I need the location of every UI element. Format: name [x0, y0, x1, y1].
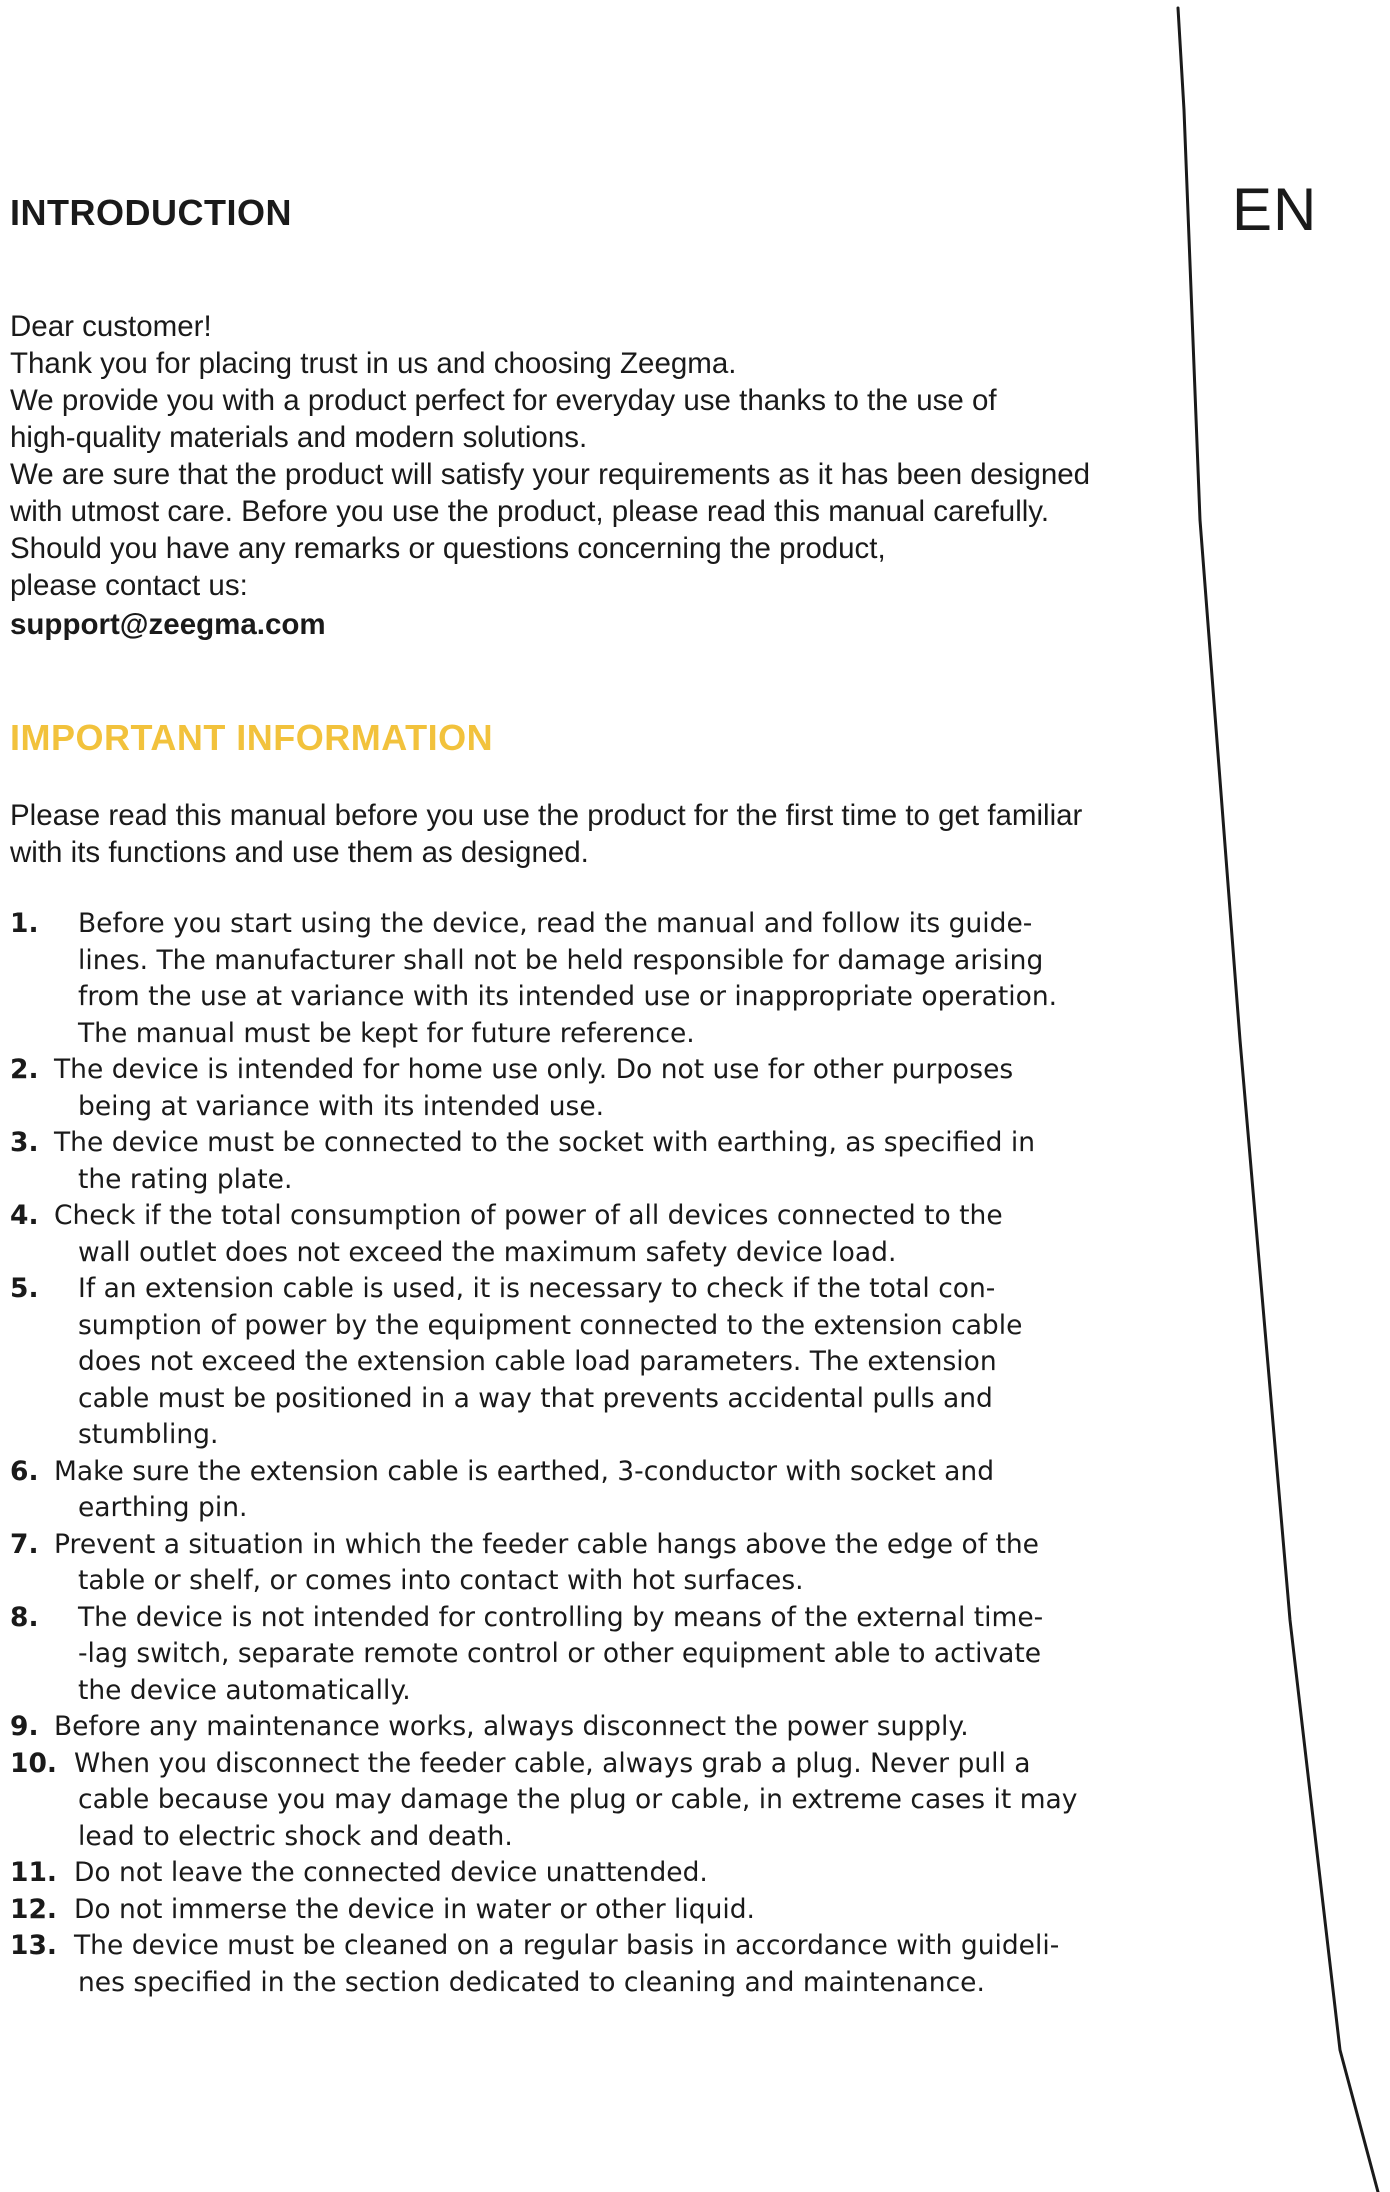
support-email: support@zeegma.com	[10, 608, 326, 641]
safety-rule-text: The device must be connected to the socket with earthing, as specified in	[54, 1127, 1036, 1158]
safety-rule-text: The manual must be kept for future reference.	[78, 1017, 695, 1049]
safety-rule-item	[10, 1198, 1180, 1271]
safety-rule-number: 5.	[10, 1273, 39, 1304]
safety-rule-text: Prevent a situation in which the feeder cable hangs above the edge of the	[54, 1528, 1039, 1560]
safety-rule-item	[10, 1746, 1180, 1856]
safety-rule-item	[10, 1709, 1180, 1746]
safety-rule-item	[10, 1125, 1180, 1198]
safety-rule-item	[10, 1271, 1180, 1454]
introduction-heading: INTRODUCTION	[10, 192, 292, 233]
introduction-body	[10, 308, 1180, 643]
safety-rule-item	[10, 906, 1180, 1052]
intro-line: please contact us:	[10, 569, 248, 602]
intro-line: Dear customer!	[10, 310, 212, 343]
safety-rule-text: Do not immerse the device in water or other liquid.	[74, 1893, 755, 1925]
safety-rule-text: the device automatically.	[78, 1674, 411, 1706]
language-tag: EN	[1232, 176, 1318, 243]
safety-rule-item	[10, 1454, 1180, 1527]
safety-rule-number: 9.	[10, 1711, 39, 1742]
safety-rule-text: The device is intended for home use only. Do not use for other purposes	[54, 1054, 1014, 1085]
safety-rule-item	[10, 1928, 1180, 2001]
safety-rule-text: Check if the total consumption of power of all devices connected to the	[54, 1200, 1003, 1231]
safety-rule-text: wall outlet does not exceed the maximum safety device load.	[78, 1236, 897, 1268]
safety-rule-text: does not exceed the extension cable load parameters. The extension	[78, 1346, 997, 1377]
safety-rule-number: 3.	[10, 1127, 39, 1158]
safety-rule-number: 8.	[10, 1601, 39, 1633]
intro-line: Should you have any remarks or questions concerning the product,	[10, 532, 886, 565]
safety-rule-text: lines. The manufacturer shall not be held responsible for damage arising	[78, 944, 1044, 976]
intro-line: We are sure that the product will satisfy your requirements as it has been designed	[10, 458, 1091, 491]
safety-rule-text: stumbling.	[78, 1419, 219, 1450]
safety-rule-text: nes specified in the section dedicated to cleaning and maintenance.	[78, 1966, 985, 1998]
safety-rule-item	[10, 1052, 1180, 1125]
intro-line: with utmost care. Before you use the product, please read this manual carefully.	[10, 495, 1050, 528]
safety-rule-number: 10.	[10, 1747, 57, 1779]
important-information-heading: IMPORTANT INFORMATION	[10, 717, 494, 758]
safety-rule-number: 2.	[10, 1054, 39, 1085]
safety-rule-number: 4.	[10, 1200, 39, 1231]
safety-rule-item	[10, 1892, 1180, 1929]
safety-rule-number: 11.	[10, 1857, 57, 1888]
intro-line: We provide you with a product perfect for everyday use thanks to the use of	[10, 384, 997, 417]
important-intro-line: with its functions and use them as designed.	[10, 836, 589, 869]
safety-rule-text: sumption of power by the equipment connected to the extension cable	[78, 1309, 1023, 1341]
safety-rules-list	[10, 906, 1180, 2001]
safety-rule-text: cable because you may damage the plug or cable, in extreme cases it may	[78, 1784, 1078, 1815]
safety-rule-text: lead to electric shock and death.	[78, 1820, 513, 1852]
safety-rule-number: 12.	[10, 1893, 57, 1925]
safety-rule-text: Before any maintenance works, always disconnect the power supply.	[54, 1711, 969, 1742]
important-intro	[10, 797, 1180, 871]
safety-rule-text: The device must be cleaned on a regular basis in accordance with guideli-	[74, 1930, 1060, 1961]
safety-rule-number: 13.	[10, 1930, 57, 1961]
safety-rule-number: 1.	[10, 908, 39, 939]
safety-rule-text: cable must be positioned in a way that prevents accidental pulls and	[78, 1382, 993, 1414]
intro-line: high-quality materials and modern solutions.	[10, 421, 588, 454]
intro-line: Thank you for placing trust in us and choosing Zeegma.	[10, 347, 737, 380]
safety-rule-text: When you disconnect the feeder cable, always grab a plug. Never pull a	[74, 1747, 1031, 1779]
safety-rule-text: being at variance with its intended use.	[78, 1090, 605, 1122]
safety-rule-text: earthing pin.	[78, 1492, 248, 1523]
safety-rule-text: from the use at variance with its intended use or inappropriate operation.	[78, 981, 1058, 1012]
safety-rule-item	[10, 1855, 1180, 1892]
safety-rule-item	[10, 1600, 1180, 1710]
safety-rule-number: 7.	[10, 1528, 39, 1560]
safety-rule-text: Before you start using the device, read the manual and follow its guide-	[78, 908, 1033, 939]
important-intro-line: Please read this manual before you use the product for the first time to get familiar	[10, 799, 1083, 832]
safety-rule-text: Make sure the extension cable is earthed, 3-conductor with socket and	[54, 1455, 995, 1487]
safety-rule-text: -lag switch, separate remote control or other equipment able to activate	[78, 1638, 1042, 1669]
safety-rule-text: If an extension cable is used, it is necessary to check if the total con-	[78, 1273, 996, 1304]
safety-rule-item	[10, 1527, 1180, 1600]
safety-rule-text: table or shelf, or comes into contact with hot surfaces.	[78, 1565, 804, 1596]
safety-rule-text: Do not leave the connected device unattended.	[74, 1857, 708, 1888]
safety-rule-number: 6.	[10, 1455, 39, 1487]
safety-rule-text: The device is not intended for controlling by means of the external time-	[78, 1601, 1044, 1633]
safety-rule-text: the rating plate.	[78, 1163, 293, 1195]
